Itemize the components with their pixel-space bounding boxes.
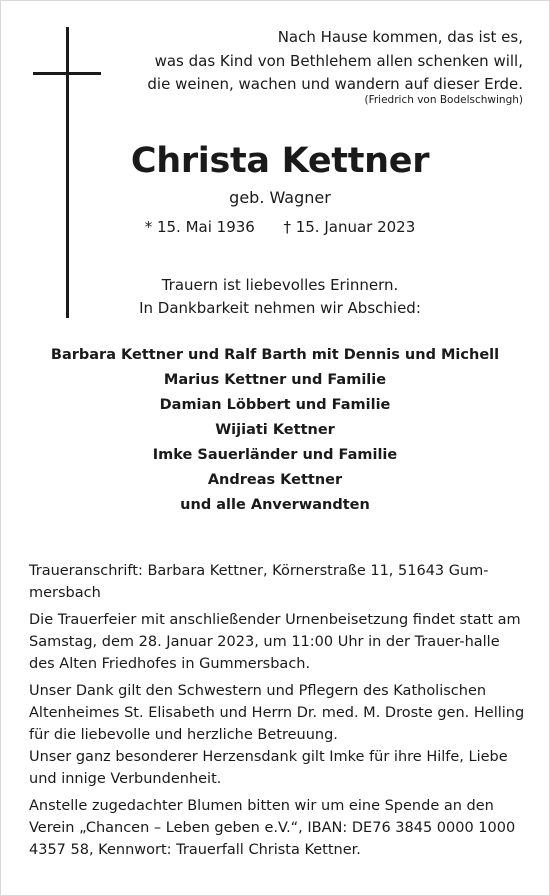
mourner-entry: Damian Löbbert und Familie	[159, 397, 391, 413]
funeral-address: Traueranschrift: Barbara Kettner, Körnerstraße 11, 51643 Gum-mersbach	[29, 563, 489, 601]
intro-line: In Dankbarkeit nehmen wir Abschied:	[139, 299, 421, 317]
special-thanks: Unser ganz besonderer Herzensdank gilt Imke für ihre Hilfe, Liebe und innige Verbundenheit.	[29, 749, 508, 787]
notes-section	[29, 560, 529, 866]
mourners-list	[20, 343, 530, 518]
deceased-name: Christa Kettner	[130, 141, 430, 181]
cross-vertical-bar	[66, 27, 69, 318]
maiden-name: geb. Wagner	[229, 188, 331, 207]
thanks-caregivers: Unser Dank gilt den Schwestern und Pflegern des Katholischen Altenheimes St. Elisabeth und Herrn Dr. med. M. Droste gen. Helling für die liebevolle und herzliche Betreuung.	[29, 683, 525, 743]
mourner-entry: Imke Sauerländer und Familie	[152, 447, 398, 463]
mourner-entry: Wijiati Kettner	[215, 422, 335, 438]
quote-line: Nach Hause kommen, das ist es,	[277, 28, 523, 46]
mourner-entry: und alle Anverwandten	[180, 497, 370, 513]
donation-request: Anstelle zugedachter Blumen bitten wir um eine Spende an den Verein „Chancen – Leben geben e.V.“, IBAN: DE76 3845 0000 1000 4357 58, Kennwort: Trauerfall Christa Kettner.	[29, 798, 516, 858]
poem-quote	[103, 26, 523, 97]
intro-line: Trauern ist liebevolles Erinnern.	[161, 276, 399, 294]
quote-source: (Friedrich von Bodelschwingh)	[364, 94, 523, 106]
ceremony-info: Die Trauerfeier mit anschließender Urnenbeisetzung findet statt am Samstag, dem 28. Januar 2023, um 11:00 Uhr in der Trauer-halle des Alten Friedhofes in Gummersbach.	[29, 612, 521, 672]
life-dates: * 15. Mai 1936 † 15. Januar 2023	[144, 218, 416, 236]
quote-line: was das Kind von Bethlehem allen schenken will,	[154, 51, 523, 70]
farewell-intro	[90, 274, 470, 320]
mourner-entry: Andreas Kettner	[207, 472, 343, 488]
cross-horizontal-bar	[33, 72, 101, 75]
mourner-entry: Marius Kettner und Familie	[163, 372, 387, 388]
mourner-entry: Barbara Kettner und Ralf Barth mit Dennis und Michell	[50, 347, 500, 363]
quote-line: die weinen, wachen und wandern auf dieser Erde.	[147, 75, 523, 93]
